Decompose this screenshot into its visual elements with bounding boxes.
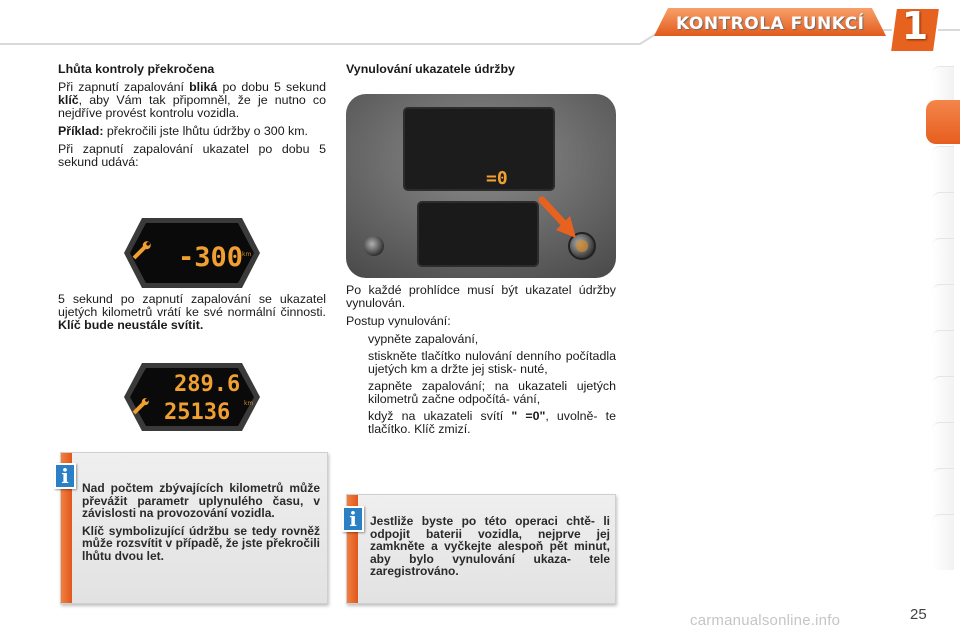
list-item [346, 410, 616, 436]
info-icon: i [54, 463, 76, 489]
display-value: -300 [178, 242, 244, 273]
info-icon: i [342, 506, 364, 532]
section-heading-reset: Vynulování ukazatele údržby [346, 62, 515, 76]
info-paragraph: Klíč symbolizující údržbu se tedy rovněž může rozsvítit v případě, že jste překročili lhůtu dvou let. [82, 523, 320, 563]
emphasis: klíč [58, 93, 79, 107]
cluster-display-value: =0 [486, 168, 508, 189]
display-unit: km [242, 251, 252, 258]
text: Při zapnutí zapalování [58, 80, 190, 94]
info-box-text [82, 482, 320, 568]
list-item [346, 350, 616, 376]
text: překročili jste lhůtu údržby o 300 km. [103, 124, 308, 138]
right-column-continued [346, 284, 616, 440]
list-item-text: , uvolně- te tlačítko. Klíč zmizí. [368, 409, 616, 436]
chapter-number: 1 [901, 4, 929, 48]
info-paragraph: Nad počtem zbývajících kilometrů může převážit parametr uplynulého času, v závislosti na provozování vozidla. [82, 481, 320, 521]
chapter-tab-active[interactable] [926, 100, 960, 144]
procedure-label: Postup vynulování: [346, 314, 451, 328]
page-number: 25 [910, 606, 927, 623]
normal-operation-paragraph [58, 293, 326, 332]
example-paragraph [58, 125, 326, 138]
chapter-tabs [926, 66, 960, 578]
procedure-list [346, 333, 616, 436]
emphasis: bliká [189, 80, 218, 94]
overdue-paragraph [58, 81, 326, 120]
reset-intro-paragraph: Po každé prohlídce musí být ukazatel údržby vynulován. [346, 283, 616, 310]
list-item-text: stiskněte tlačítko nulování denního počítadla ujetých km a držte jej stisk- nuté, [368, 349, 616, 376]
list-item-text: zapněte zapalování; na ukazateli ujetých kilometrů začne odpočítá- vání, [368, 379, 616, 406]
list-item [346, 333, 616, 346]
text: , aby Vám tak připomněl, že je nutno co nejdříve provést kontrolu vozidla. [58, 93, 326, 120]
display-minus-300-image [124, 218, 260, 288]
left-knob [364, 236, 384, 256]
instrument-cluster-image [346, 94, 616, 278]
odometer-value: 25136 [164, 400, 231, 425]
info-paragraph: Jestliže byste po této operaci chtě- li odpojit baterii vozidla, nejprve jej zamkněte a vyčkejte alespoň pět minut, aby bylo vynulování ukaza- tele zaregistrováno. [370, 514, 610, 579]
list-item-text: vypněte zapalování, [368, 332, 479, 346]
display-unit: km [244, 400, 254, 407]
right-column [346, 63, 616, 81]
watermark: carmanualsonline.info [690, 612, 841, 629]
list-item [346, 380, 616, 406]
text: po dobu 5 sekund [217, 80, 326, 94]
info-box-text [370, 515, 610, 583]
display-odometer-image [124, 363, 260, 431]
emphasis: Klíč bude neustále svítit. [58, 318, 204, 332]
text: 5 sekund po zapnutí zapalování se ukazatel ujetých kilometrů vrátí ke své normální činnosti. [58, 292, 326, 319]
list-item-text: když na ukazateli svítí [368, 409, 512, 423]
display-intro-paragraph: Při zapnutí zapalování ukazatel po dobu 5 sekund udává: [58, 142, 326, 169]
trip-reset-button-light [576, 240, 588, 252]
example-label: Příklad: [58, 124, 104, 138]
trip-value: 289.6 [174, 372, 241, 397]
section-heading-overdue: Lhůta kontroly překročena [58, 62, 215, 76]
left-column-continued [58, 293, 326, 337]
chapter-tab[interactable] [932, 514, 954, 570]
emphasis: " =0" [511, 409, 546, 423]
section-title: KONTROLA FUNKCÍ [676, 14, 865, 34]
left-column [58, 63, 326, 174]
